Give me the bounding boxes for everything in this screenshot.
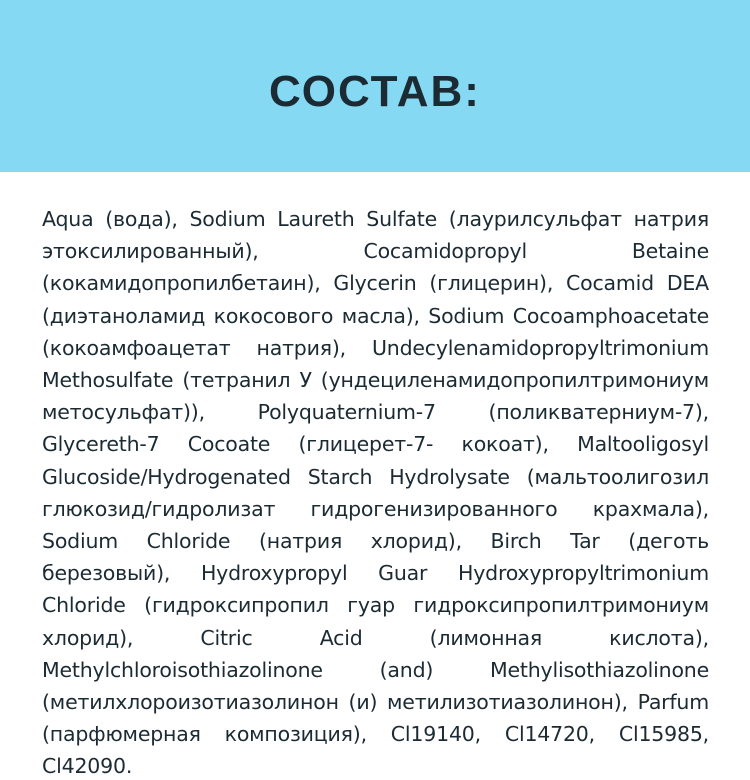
ingredients-text: Aqua (вода), Sodium Laureth Sulfate (лаурилсульфат натрия этоксилированный), Cocamidopropyl Betaine (кокамидопропилбетаин), Glycerin (глицерин), Cocamid DEA (диэтаноламид кокосового масла), Sodium Cocoamphoacetate (кокоамфоацетат натрия), Undecylenamidopropyltrimonium Methosulfate (тетранил У (ундециленамидопропилтримониум метосульфат)), Polyquaternium-7 (поликватерниум-7), Glycereth-7 Cocoate (глицерет-7- кокоат), Maltooligosyl Glucoside/Hydrogenated Starch Hydrolysate (мальтоолигозил глюкозид/гидролизат гидрогенизированного крахмала), Sodium Chloride (натрия хлорид), Birch Tar (деготь березовый), Hydroxypropyl Guar Hydroxypropyltrimonium Chloride (гидроксипропил гуар гидроксипропилтримониум хлорид), Citric Acid (лимонная кислота), Methylchloroisothiazolinone (and) Methylisothiazolinone (метилхлороизотиазолинон (и) метилизотиазолинон), Parfum (парфюмерная композиция), Cl19140, Cl14720, Cl15985, Cl42090. [42,207,709,779]
page-title: СОСТАВ: [269,67,481,116]
header-band [0,0,750,172]
